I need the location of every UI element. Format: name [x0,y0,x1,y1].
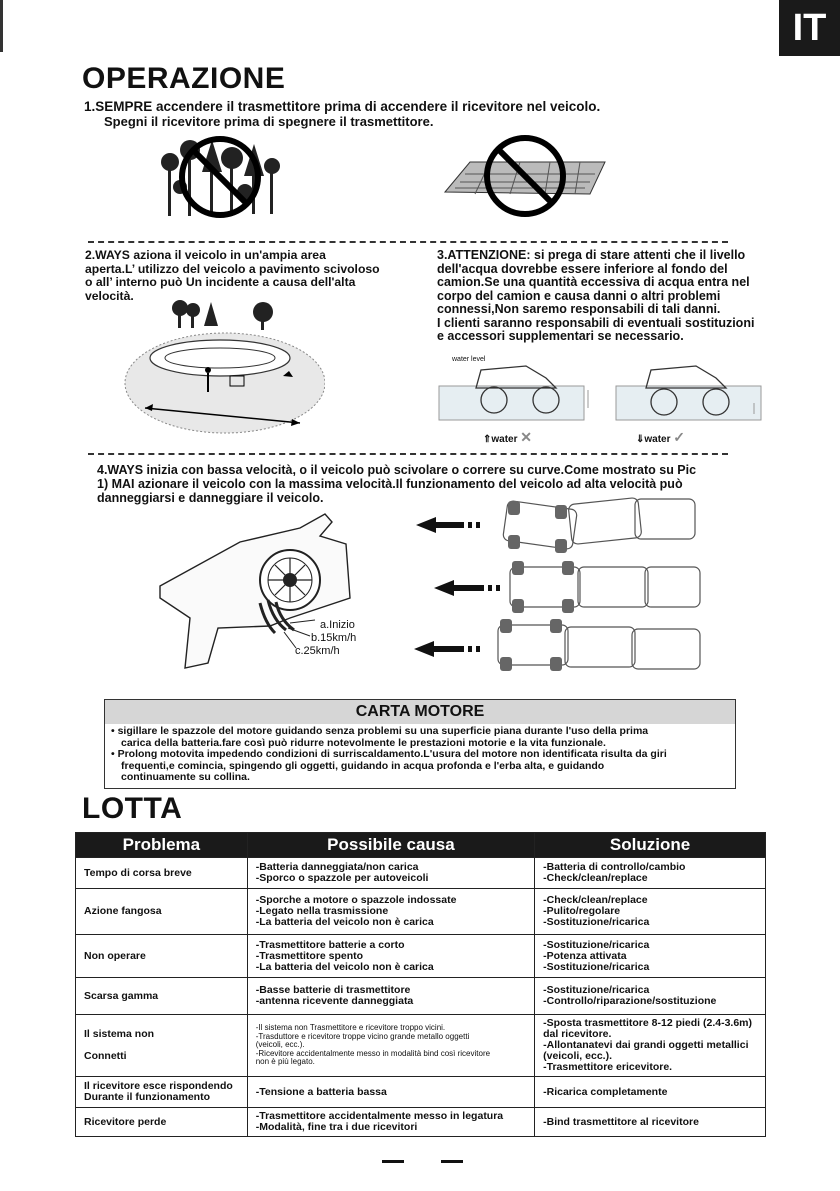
footer-mark-left [382,1160,404,1163]
step4-line: 1) MAI azionare il veicolo con la massima velocità.Il funzionamento del veicolo ad alta velocità può [97,477,683,491]
cell-cause: -Il sistema non Trasmettitore e ricevitore troppo vicini. -Trasduttore e ricevitore troppe vicino grande metallo oggetti (veicoli, ecc.). -Ricevitore accidentalmente messo in modalità bind così ricevitore non è più legato. [247,1015,534,1077]
table-row [76,1077,766,1108]
footer-mark-right [441,1160,463,1163]
step3-line: e accessori supplementari se necessario. [437,329,684,343]
cell-solution: -Sostituzione/ricarica -Controllo/riparazione/sostituzione [535,978,766,1015]
arrow-up-icon: ⇑ [483,434,492,445]
bullet1-line: carica della batteria.fare così può ridurre notevolmente le prestazioni motorie e la vita funzionale. [121,736,606,749]
troubleshooting-table [75,832,766,1137]
table-row [76,858,766,889]
step1-line1: 1.SEMPRE accendere il trasmettitore prima di accendere il ricevitore nel veicolo. [84,99,601,114]
water-label-1: water [491,434,518,445]
cell-cause: -Sporche a motore o spazzole indossate -Legato nella trasmissione -La batteria del veicolo non è carica [247,889,534,935]
bullet2-line: • Prolong motovita impedendo condizioni di surriscaldamento.L'usura del motore non identificata risulta da giri [111,748,667,760]
cell-solution: -Check/clean/replace -Pulito/regolare -Sostituzione/ricarica [535,889,766,935]
no-terrain-illustration [440,132,610,224]
step3-line: 3.ATTENZIONE: si prega di stare attenti che il livello [437,248,746,262]
divider-2 [88,453,728,455]
step3-line: connessi,Non saremo responsabili di tali danni. [437,302,721,316]
cell-cause: -Basse batterie di trasmettitore -antenna ricevente danneggiata [247,978,534,1015]
divider-1 [88,241,728,243]
cell-solution: -Sposta trasmettitore 8-12 piedi (2.4-3.6m) dal ricevitore. -Allontanatevi dai grandi oggetti metallici (veicoli, ecc.). -Trasmettitore ericevitore. [535,1015,766,1077]
carta-motore-text [111,726,667,784]
operazione-title: OPERAZIONE [82,62,286,95]
cell-problem: Il ricevitore esce rispondendo Durante il funzionamento [76,1077,248,1108]
arrow-down-icon: ⇓ [636,434,645,445]
step2-line: velocità. [85,288,134,303]
lotta-title: LOTTA [82,792,183,825]
step3-line: dell'acqua dovrebbe essere inferiore al fondo del [437,261,728,276]
cell-solution: -Ricarica completamente [535,1077,766,1108]
check-icon: ✓ [673,429,686,445]
cell-cause: -Tensione a batteria bassa [247,1077,534,1108]
carta-motore-title: CARTA MOTORE [105,700,735,724]
speed-a-label: a.Inizio [320,619,355,631]
cell-problem: Scarsa gamma [76,978,248,1015]
water-level-label: water level [452,356,486,363]
speed-cars-illustration [410,495,710,675]
cell-problem: Ricevitore perde [76,1108,248,1137]
header-soluzione: Soluzione [535,833,766,858]
language-tab: IT [779,0,840,56]
step4-line: 4.WAYS inizia con bassa velocità, o il veicolo può scivolare o correre su curve.Come mostrato su Pic [97,463,697,477]
cell-problem: Tempo di corsa breve [76,858,248,889]
cross-icon: ✕ [520,429,533,445]
cell-problem: Il sistema non Connetti [76,1015,248,1077]
cell-problem: Non operare [76,935,248,978]
speed-c-label: c.25km/h [295,645,340,657]
speed-b-label: b.15km/h [311,632,357,644]
step2-line: 2.WAYS aziona il veicolo in un'ampia area [85,248,326,262]
header-causa: Possibile causa [247,833,534,858]
cell-problem: Azione fangosa [76,889,248,935]
step2-text [85,249,380,303]
table-row [76,1015,766,1077]
table-row [76,889,766,935]
step1-line2: Spegni il ricevitore prima di spegnere il trasmettitore. [104,114,434,129]
water-label-2: water [644,434,671,445]
table-row [76,978,766,1015]
cell-cause: -Batteria danneggiata/non carica -Sporco o spazzole per autoveicoli [247,858,534,889]
step2-line: o all’ interno può Un incidente a causa dell'alta [85,275,356,289]
page-edge-mark [0,0,3,52]
water-right [636,429,685,446]
step3-text [437,249,754,344]
bullet2-line: continuamente su collina. [121,771,250,783]
step3-line: I clienti saranno responsabili di eventuali sostituzioni [437,315,755,330]
water-level-illustration [436,358,766,424]
step4-line: danneggiarsi e danneggiare il veicolo. [97,491,324,505]
header-problema: Problema [76,833,248,858]
cell-cause: -Trasmettitore accidentalmente messo in legatura -Modalità, fine tra i due ricevitori [247,1108,534,1137]
table-row [76,935,766,978]
bullet2-line: frequenti,e comincia, spingendo gli oggetti, guidando in acqua profonda e l'erba alta, e guidando [121,759,605,772]
water-wrong [483,429,532,446]
table-header-row [76,833,766,858]
table-row [76,1108,766,1137]
bullet1-line: • sigillare le spazzole del motore guidando senza problemi su una superficie piana durante l'uso della prima [111,725,649,737]
cell-solution: -Bind trasmettitore al ricevitore [535,1108,766,1137]
open-area-illustration [115,298,325,438]
step3-line: corpo del camion e causa danni o altri problemi [437,288,721,303]
step3-line: camion.Se una quantità eccessiva di acqua entra nel [437,275,750,289]
no-forest-illustration [150,132,290,224]
cell-solution: -Sostituzione/ricarica -Potenza attivata -Sostituzione/ricarica [535,935,766,978]
step2-line: aperta.L’ utilizzo del veicolo a pavimento scivoloso [85,261,380,276]
cell-solution: -Batteria di controllo/cambio -Check/clean/replace [535,858,766,889]
carta-motore-box [104,699,736,789]
cell-cause: -Trasmettitore batterie a corto -Trasmettitore spento -La batteria del veicolo non è carica [247,935,534,978]
